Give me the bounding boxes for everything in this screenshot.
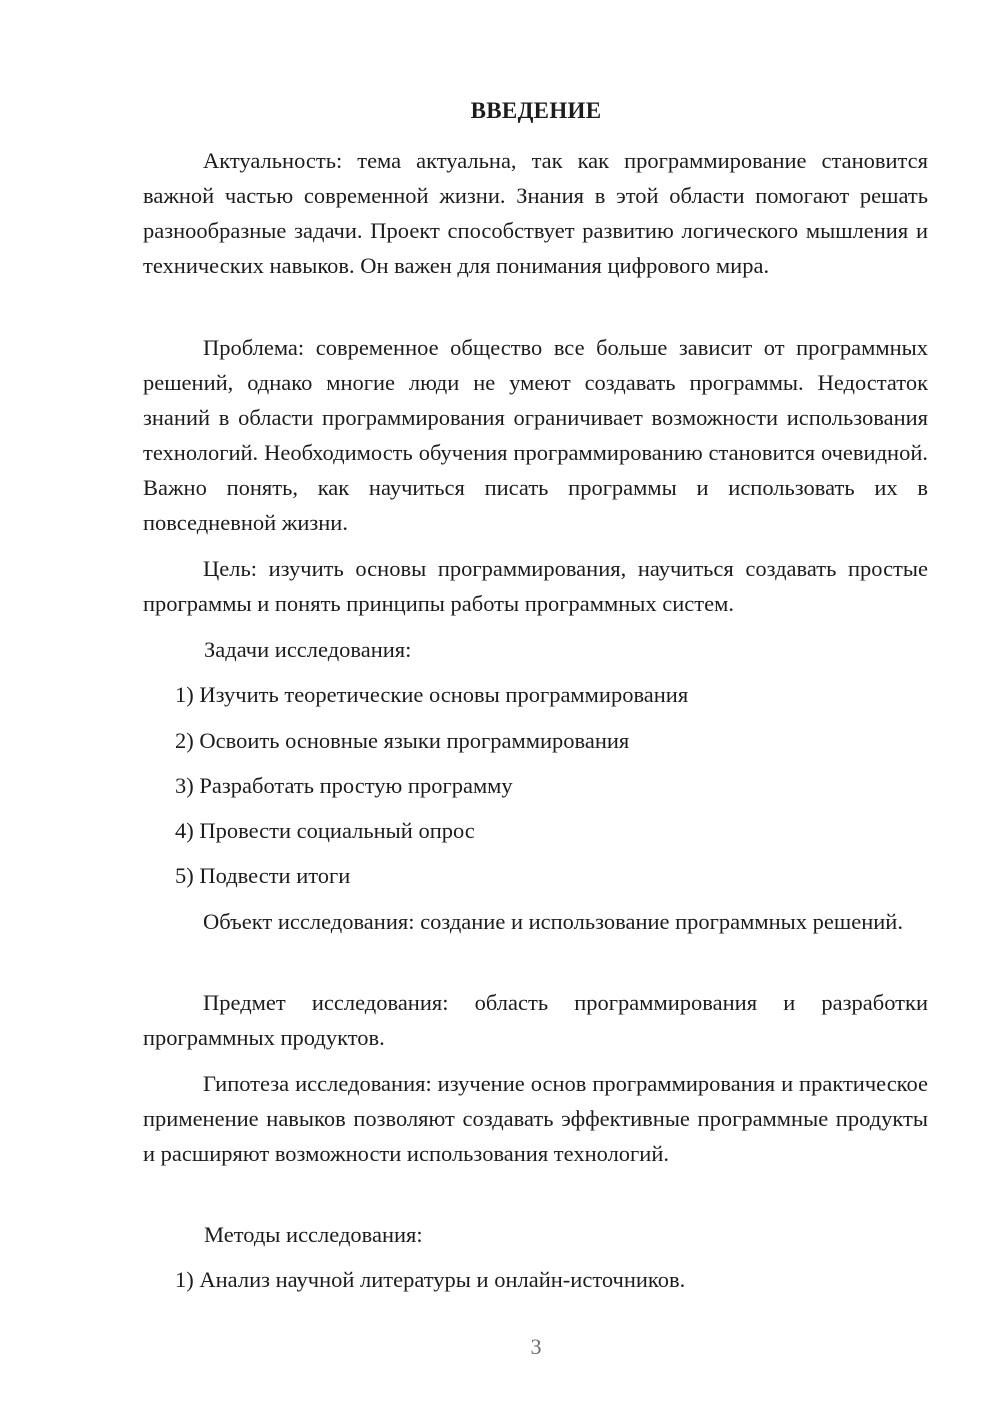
relevance-paragraph: Актуальность: тема актуальна, так как программирование становится важной частью современной жизни. Знания в этой области помогают решать разнообразные задачи. Проект способствует развитию логического мышления и технических навыков. Он важен для понимания цифрового мира. (143, 148, 928, 278)
object-paragraph: Объект исследования: создание и использование программных решений. (203, 909, 903, 934)
methods-heading: Методы исследования: (204, 1222, 423, 1247)
task-item-3: 3) Разработать простую программу (175, 773, 513, 798)
page-title: ВВЕДЕНИЕ (470, 98, 602, 123)
task-item-5: 5) Подвести итоги (175, 863, 351, 888)
page-number: 3 (530, 1334, 542, 1359)
subject-paragraph: Предмет исследования: область программирования и разработки программных продуктов. (143, 990, 928, 1050)
task-item-1: 1) Изучить теоретические основы программирования (175, 682, 689, 707)
hypothesis-paragraph: Гипотеза исследования: изучение основ программирования и практическое применение навыков позволяют создавать эффективные программные продукты и расширяют возможности использования технологий. (143, 1071, 928, 1166)
task-item-2: 2) Освоить основные языки программирования (175, 728, 630, 753)
method-item-1: 1) Анализ научной литературы и онлайн-источников. (175, 1267, 686, 1292)
task-item-4: 4) Провести социальный опрос (175, 818, 475, 843)
problem-paragraph: Проблема: современное общество все больше зависит от программных решений, однако многие люди не умеют создавать программы. Недостаток знаний в области программирования ограничивает возможности использования технологий. Необходимость обучения программированию становится очевидной. Важно понять, как научиться писать программы и использовать их в повседневной жизни. (143, 335, 928, 535)
tasks-heading: Задачи исследования: (204, 637, 412, 662)
goal-paragraph: Цель: изучить основы программирования, научиться создавать простые программы и понять принципы работы программных систем. (143, 556, 928, 616)
